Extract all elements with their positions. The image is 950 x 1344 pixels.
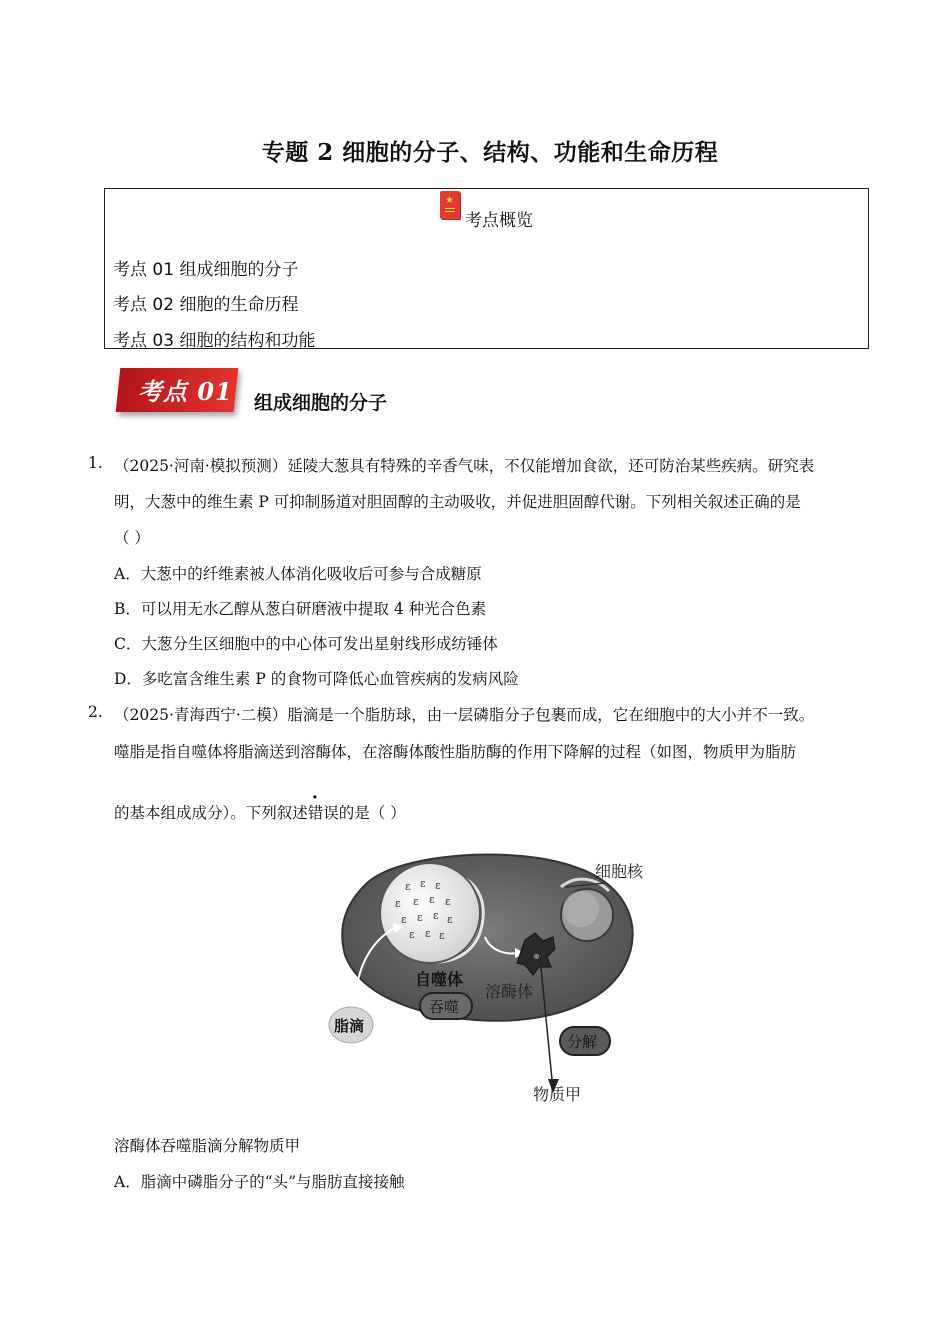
svg-text:ε: ε <box>395 897 401 910</box>
section-title: 组成细胞的分子 <box>254 392 388 414</box>
question-number: 2. <box>88 703 103 721</box>
overview-title: 考点概览 <box>465 211 533 231</box>
overview-item: 考点 03 细胞的结构和功能 <box>113 331 316 351</box>
question-text-line: 明，大葱中的维生素 P 可抑制肠道对胆固醇的主动吸收，并促进胆固醇代谢。下列相关叙述正确的是 <box>114 493 801 511</box>
engulfed-lipid-droplet <box>380 863 480 963</box>
svg-text:ε: ε <box>413 895 419 908</box>
label-decompose: 分解 <box>567 1033 598 1051</box>
overview-box <box>104 188 869 349</box>
lipophagy-diagram <box>325 845 655 1105</box>
svg-text:⊛: ⊛ <box>533 952 540 961</box>
question-text-line: 噬脂是指自噬体将脂滴送到溶酶体，在溶酶体酸性脂肪酶的作用下降解的过程（如图，物质甲为脂肪 <box>114 743 797 761</box>
label-nucleus: 细胞核 <box>595 862 644 881</box>
overview-item: 考点 01 组成细胞的分子 <box>113 260 299 280</box>
svg-text:ε: ε <box>409 928 415 941</box>
svg-text:ε: ε <box>447 913 453 926</box>
document-title: 专题 2 细胞的分子、结构、功能和生命历程 <box>261 139 719 166</box>
label-engulf: 吞噬 <box>429 998 460 1016</box>
label-substance: 物质甲 <box>533 1085 582 1104</box>
question-text-line: （2025·青海西宁·二模）脂滴是一个脂肪球，由一层磷脂分子包裹而成，它在细胞中的大小并不一致。 <box>114 706 815 724</box>
svg-text:ε: ε <box>425 927 431 940</box>
option-b: B．可以用无水乙醇从葱白研磨液中提取 4 种光合色素 <box>114 600 487 618</box>
emphasis-word: 错误 <box>307 804 339 822</box>
svg-text:ε: ε <box>435 879 441 892</box>
option-c: C．大葱分生区细胞中的中心体可发出星射线形成纺锤体 <box>114 635 498 653</box>
option-d: D．多吃富含维生素 P 的食物可降低心血管疾病的发病风险 <box>114 670 519 688</box>
book-icon <box>440 191 460 219</box>
option-a: A．大葱中的纤维素被人体消化吸收后可参与合成糖原 <box>114 565 482 583</box>
overview-header <box>105 189 868 229</box>
section-badge-label: 考点 01 <box>138 377 233 406</box>
question-answer-blank: （ ） <box>114 529 150 547</box>
svg-text:ε: ε <box>401 913 407 926</box>
question-text-line: （2025·河南·模拟预测）延陵大葱具有特殊的辛香气味，不仅能增加食欲，还可防治某些疾病。研究表 <box>114 457 815 475</box>
question-number: 1. <box>88 454 103 472</box>
svg-text:ε: ε <box>439 929 445 942</box>
label-lipid-droplet: 脂滴 <box>334 1017 365 1035</box>
svg-text:ε: ε <box>445 895 451 908</box>
option-a: A．脂滴中磷脂分子的“头”与脂肪直接接触 <box>114 1173 405 1191</box>
svg-text:ε: ε <box>405 880 411 893</box>
question-text-segment: 的是（ ） <box>338 804 406 822</box>
svg-text:ε: ε <box>417 911 423 924</box>
svg-text:ε: ε <box>429 893 435 906</box>
question-text-segment: 的基本组成成分）。下列叙述 <box>114 804 308 822</box>
label-lysosome: 溶酶体 <box>485 982 534 1001</box>
svg-text:ε: ε <box>420 877 426 890</box>
svg-text:ε: ε <box>433 909 439 922</box>
label-autophagosome: 自噬体 <box>415 970 464 989</box>
question-text-line <box>114 801 406 823</box>
figure-caption: 溶酶体吞噬脂滴分解物质甲 <box>114 1137 301 1155</box>
overview-item: 考点 02 细胞的生命历程 <box>113 295 299 315</box>
